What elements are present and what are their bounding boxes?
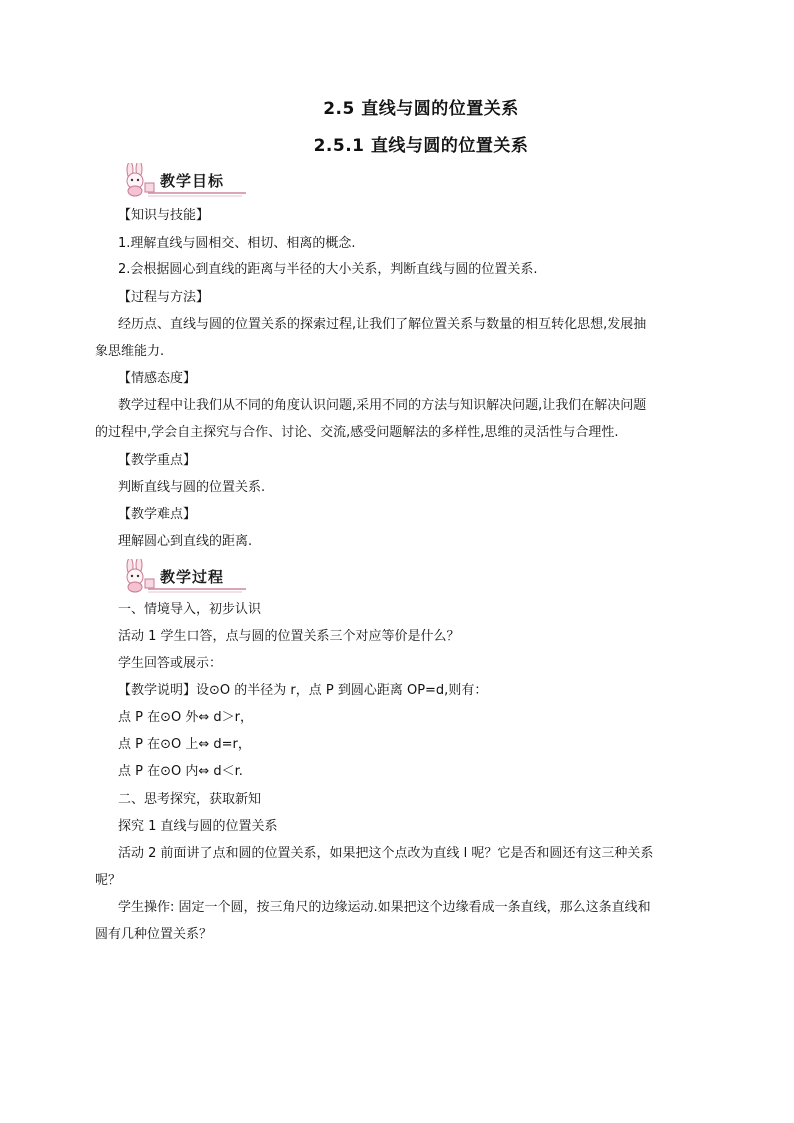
text-line: 活动 2 前面讲了点和圆的位置关系，如果把这个点改为直线 l 呢？它是否和圆还有这三种关系 <box>118 846 654 861</box>
text-line: 点 P 在⊙O 上⇔ d=r， <box>118 737 251 752</box>
text-line: 的过程中,学会自主探究与合作、讨论、交流,感受问题解法的多样性,思维的灵活性与合理性. <box>95 425 619 440</box>
text-line: 点 P 在⊙O 外⇔ d＞r， <box>118 710 253 725</box>
bracket-heading-key-point: 【教学重点】 <box>118 453 197 468</box>
text-line: 【教学说明】设⊙O 的半径为 r，点 P 到圆心距离 OP=d,则有： <box>118 683 488 698</box>
text-line: 呢？ <box>95 873 122 888</box>
text-line: 二、思考探究，获取新知 <box>118 792 262 807</box>
text-line: 象思维能力. <box>95 344 165 359</box>
text-line: 理解圆心到直线的距离. <box>118 534 253 549</box>
text-line: 探究 1 直线与圆的位置关系 <box>118 819 278 834</box>
text-line: 经历点、直线与圆的位置关系的探索过程,让我们了解位置关系与数量的相互转化思想,发展抽 <box>118 317 647 332</box>
bracket-heading-process: 【过程与方法】 <box>118 290 210 305</box>
section-banner-process <box>118 559 248 593</box>
text-line: 判断直线与圆的位置关系. <box>118 480 266 495</box>
section-heading: 教学过程 <box>160 568 225 586</box>
bracket-heading-knowledge: 【知识与技能】 <box>118 208 210 223</box>
page-subtitle: 2.5.1 直线与圆的位置关系 <box>313 136 529 156</box>
text-line: 2.会根据圆心到直线的距离与半径的大小关系，判断直线与圆的位置关系. <box>118 262 538 277</box>
section-heading: 教学目标 <box>160 172 225 190</box>
section-banner-objectives <box>118 163 248 197</box>
bracket-heading-difficulty: 【教学难点】 <box>118 507 197 522</box>
text-line: 学生回答或展示： <box>118 656 223 671</box>
text-line: 活动 1 学生口答，点与圆的位置关系三个对应等价是什么？ <box>118 629 460 644</box>
text-line: 点 P 在⊙O 内⇔ d＜r. <box>118 764 243 779</box>
text-line: 圆有几种位置关系？ <box>95 927 213 942</box>
text-line: 教学过程中让我们从不同的角度认识问题,采用不同的方法与知识解决问题,让我们在解决问题 <box>118 398 647 413</box>
text-line: 一、情境导入，初步认识 <box>118 602 262 617</box>
text-line: 1.理解直线与圆相交、相切、相离的概念. <box>118 236 356 251</box>
bracket-heading-emotion: 【情感态度】 <box>118 371 197 386</box>
text-line: 学生操作: 固定一个圆，按三角尺的边缘运动.如果把这个边缘看成一条直线，那么这条直线和 <box>118 900 651 915</box>
page-title: 2.5 直线与圆的位置关系 <box>323 99 519 119</box>
